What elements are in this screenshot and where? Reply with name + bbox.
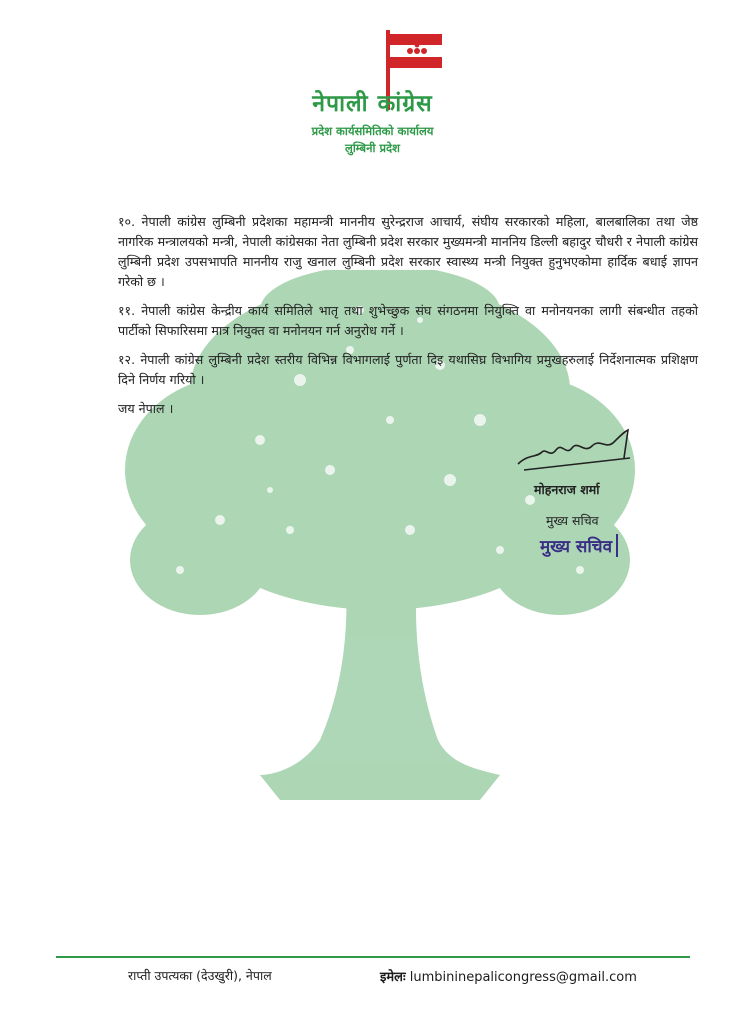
official-stamp: मुख्य सचिव — [540, 534, 618, 557]
org-name: नेपाली कांग्रेस — [312, 91, 433, 117]
footer-divider — [56, 956, 690, 958]
paragraph-10: १०. नेपाली कांग्रेस लुम्बिनी प्रदेशका महामन्त्री माननीय सुरेन्द्रराज आचार्य, संघीय सरकारको महिला, बालबालिका तथा जेष्ठ नागरिक मन्त्रालयको मन्त्री, नेपाली कांग्रेसका नेता लुम्बिनी प्रदेश सरकार मुख्यमन्त्री माननिय डिल्ली बहादुर चौधरी र नेपाली कांग्रेस लुम्बिनी प्रदेश उपसभापति माननीय राजु खनाल लुम्बिनी प्रदेश सरकार स्वास्थ्य मन्त्री नियुक्त हुनुभएकोमा हार्दिक बधाई ज्ञापन गरेको छ । — [118, 214, 698, 289]
closing-salutation: जय नेपाल । — [118, 401, 174, 416]
letter-body — [118, 212, 698, 428]
email-address[interactable]: lumbininepalicongress@gmail.com — [409, 970, 637, 985]
signatory-name: मोहनराज शर्मा — [534, 482, 600, 497]
paragraph-12: १२. नेपाली कांग्रेस लुम्बिनी प्रदेश स्तरीय विभिन्न विभागलाई पुर्णता दिइ यथासिघ्र विभागिय प्रमुखहरुलाई निर्देशनात्मक प्रशिक्षण दिने निर्णय गरियो । — [118, 352, 698, 387]
office-name: प्रदेश कार्यसमितिको कार्यालय — [311, 124, 434, 138]
paragraph-11: ११. नेपाली कांग्रेस केन्द्रीय कार्य समितिले भातृ तथा शुभेच्छुक संघ संगठनमा नियुक्ति वा मनोनयनका लागी संबन्धीत तहको पार्टीको सिफारिसमा मात्र नियुक्त वा मनोनयन गर्न अनुरोध गर्ने । — [118, 303, 698, 338]
footer-email — [380, 967, 637, 985]
footer-address: राप्ती उपत्यका (देउखुरी), नेपाल — [128, 968, 272, 983]
signatory-title: मुख्य सचिव — [546, 513, 599, 528]
email-label: इमेलः — [380, 970, 406, 985]
handwritten-signature — [514, 428, 634, 476]
province-name: लुम्बिनी प्रदेश — [345, 141, 400, 155]
